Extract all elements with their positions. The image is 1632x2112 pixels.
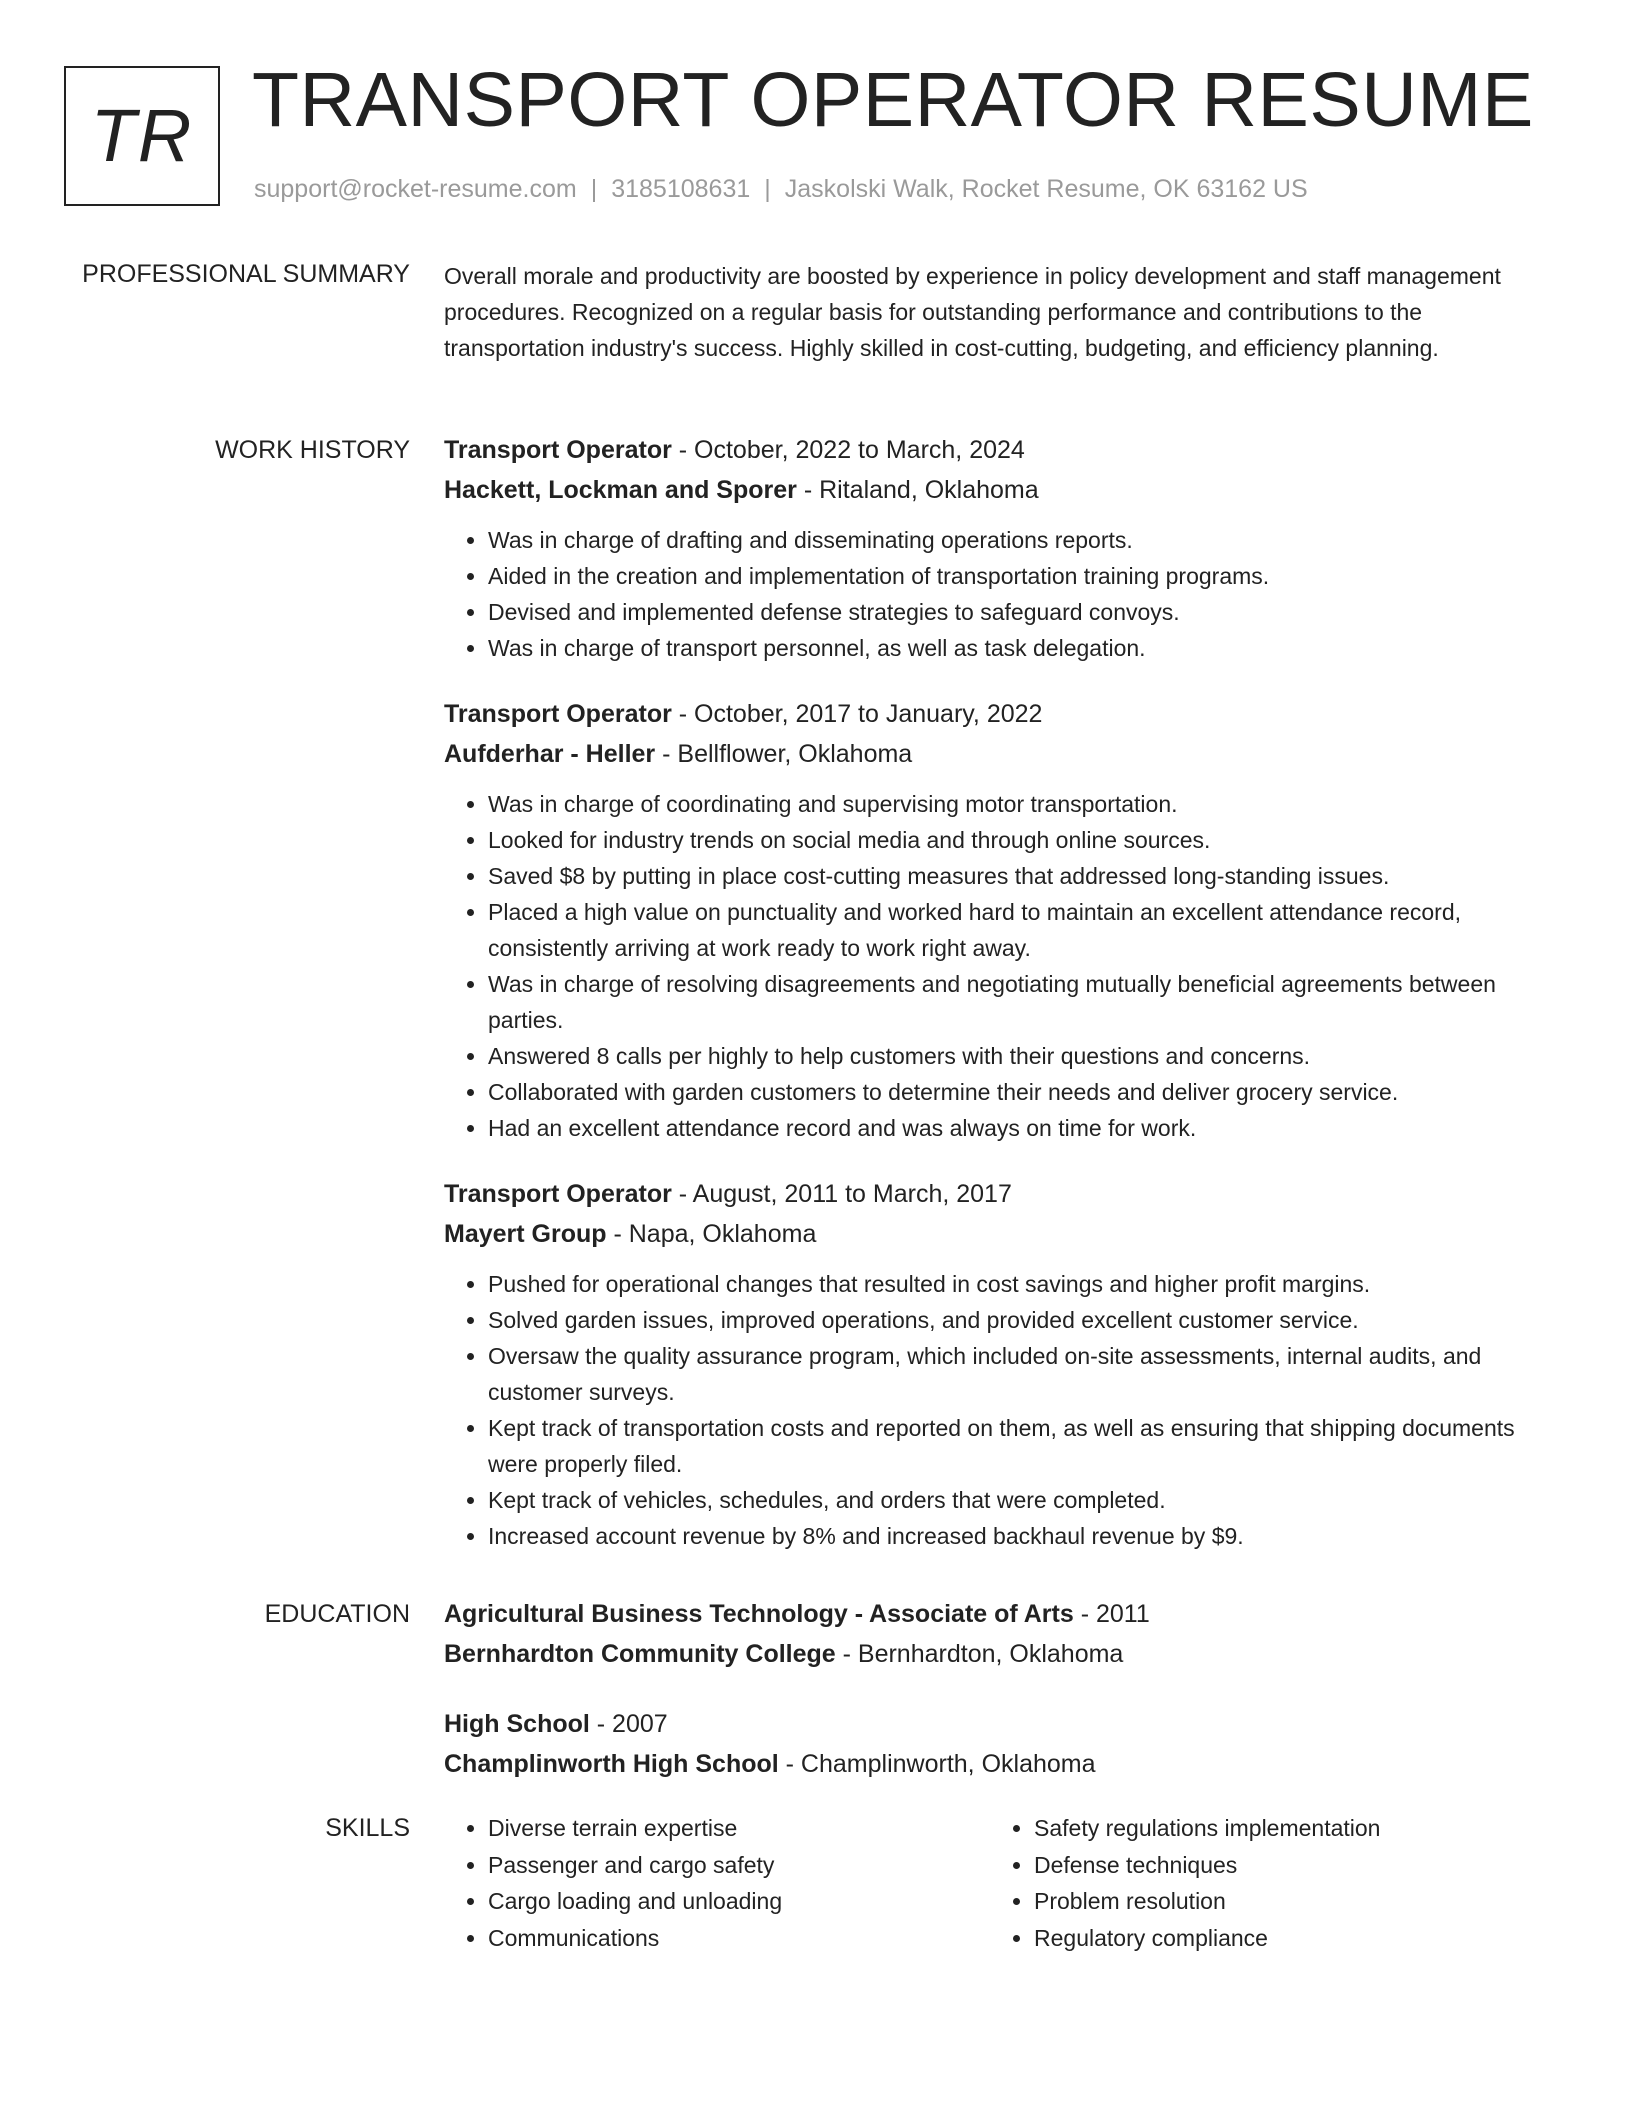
job-title: Transport Operator <box>444 1180 672 1208</box>
job-dates: - October, 2022 to March, 2024 <box>671 436 1025 464</box>
summary-text: Overall morale and productivity are boosted by experience in policy development and staff management procedures. Recognized on a regular basis for outstanding performance and contributions to the transportation industry's success. Highly skilled in cost-cutting, budgeting, and efficiency planning. <box>444 263 1501 361</box>
skill-item: • Communications <box>488 1920 990 1957</box>
list-item: • Saved $8 by putting in place cost-cutting measures that addressed long-standing issues. <box>488 858 1564 894</box>
contact-line <box>254 174 1308 204</box>
list-item: • Aided in the creation and implementation of transportation training programs. <box>488 558 1564 594</box>
skill-item: • Cargo loading and unloading <box>488 1883 990 1920</box>
job-company: Mayert Group <box>444 1220 607 1248</box>
job-location: - Ritaland, Oklahoma <box>796 476 1039 504</box>
education-location: - Champlinworth, Oklahoma <box>778 1750 1096 1778</box>
skill-item: • Regulatory compliance <box>1034 1920 1536 1957</box>
section-label-skills: SKILLS <box>325 1814 410 1842</box>
contact-address: Jaskolski Walk, Rocket Resume, OK 63162 US <box>784 175 1308 203</box>
list-item: • Collaborated with garden customers to determine their needs and deliver grocery service. <box>488 1074 1564 1110</box>
skill-item: • Passenger and cargo safety <box>488 1847 990 1884</box>
job-company: Aufderhar - Heller <box>444 740 656 768</box>
job-location: - Bellflower, Oklahoma <box>655 740 913 768</box>
job-dates: - August, 2011 to March, 2017 <box>671 1180 1012 1208</box>
job-title: Transport Operator <box>444 700 672 728</box>
list-item: • Was in charge of resolving disagreements and negotiating mutually beneficial agreements between parties. <box>488 966 1564 1038</box>
skills-column-left <box>444 1810 990 1956</box>
education-entry <box>444 1594 1564 1674</box>
list-item: • Looked for industry trends on social media and through online sources. <box>488 822 1564 858</box>
skill-item: • Diverse terrain expertise <box>488 1810 990 1847</box>
contact-separator: | <box>764 175 771 203</box>
section-label-summary: PROFESSIONAL SUMMARY <box>82 260 410 288</box>
job-company: Hackett, Lockman and Sporer <box>444 476 797 504</box>
job-entry <box>444 430 1564 666</box>
education-entry <box>444 1704 1564 1784</box>
job-company-line <box>444 1214 1564 1254</box>
skill-item: • Safety regulations implementation <box>1034 1810 1536 1847</box>
education-school-line <box>444 1744 1564 1784</box>
contact-email[interactable]: support@rocket-resume.com <box>254 175 577 203</box>
job-title-line <box>444 1174 1564 1214</box>
job-entry <box>444 694 1564 1146</box>
job-title-line <box>444 430 1564 470</box>
education-school-line <box>444 1634 1564 1674</box>
skill-item: • Problem resolution <box>1034 1883 1536 1920</box>
education-degree-line <box>444 1704 1564 1744</box>
list-item: • Placed a high value on punctuality and worked hard to maintain an excellent attendance record, consistently arriving at work ready to work right away. <box>488 894 1564 966</box>
list-item: • Was in charge of coordinating and supervising motor transportation. <box>488 786 1564 822</box>
job-dates: - October, 2017 to January, 2022 <box>671 700 1043 728</box>
skills-grid <box>444 1810 1564 1956</box>
education-school: Champlinworth High School <box>444 1750 779 1778</box>
education-year: - 2007 <box>589 1710 668 1738</box>
job-company-line <box>444 470 1564 510</box>
job-title: Transport Operator <box>444 436 672 464</box>
section-label-education: EDUCATION <box>264 1600 410 1628</box>
job-title-line <box>444 694 1564 734</box>
list-item: • Answered 8 calls per highly to help customers with their questions and concerns. <box>488 1038 1564 1074</box>
list-item: • Increased account revenue by 8% and increased backhaul revenue by $9. <box>488 1518 1564 1554</box>
list-item: • Pushed for operational changes that resulted in cost savings and higher profit margins. <box>488 1266 1564 1302</box>
monogram-box <box>64 66 220 206</box>
list-item: • Devised and implemented defense strategies to safeguard convoys. <box>488 594 1564 630</box>
list-item: • Was in charge of drafting and disseminating operations reports. <box>488 522 1564 558</box>
education-school: Bernhardton Community College <box>444 1640 836 1668</box>
list-item: • Kept track of transportation costs and reported on them, as well as ensuring that shipping documents were properly filed. <box>488 1410 1564 1482</box>
education-location: - Bernhardton, Oklahoma <box>835 1640 1124 1668</box>
education-year: - 2011 <box>1073 1600 1150 1628</box>
skill-item: • Defense techniques <box>1034 1847 1536 1884</box>
list-item: • Solved garden issues, improved operations, and provided excellent customer service. <box>488 1302 1564 1338</box>
list-item: • Was in charge of transport personnel, as well as task delegation. <box>488 630 1564 666</box>
job-bullets <box>444 522 1564 666</box>
job-entry <box>444 1174 1564 1554</box>
contact-phone[interactable]: 3185108631 <box>611 175 751 203</box>
list-item: • Kept track of vehicles, schedules, and orders that were completed. <box>488 1482 1564 1518</box>
job-bullets <box>444 786 1564 1146</box>
job-bullets <box>444 1266 1564 1554</box>
education-degree: Agricultural Business Technology - Associate of Arts <box>444 1600 1074 1628</box>
list-item: • Had an excellent attendance record and was always on time for work. <box>488 1110 1564 1146</box>
list-item: • Oversaw the quality assurance program, which included on-site assessments, internal audits, and customer surveys. <box>488 1338 1564 1410</box>
monogram-initials: TR <box>90 94 194 177</box>
education-degree: High School <box>444 1710 590 1738</box>
resume-title: TRANSPORT OPERATOR RESUME <box>252 57 1534 143</box>
contact-separator: | <box>590 175 598 203</box>
skills-column-right <box>990 1810 1536 1956</box>
section-label-work: WORK HISTORY <box>215 436 410 464</box>
job-location: - Napa, Oklahoma <box>606 1220 817 1248</box>
job-company-line <box>444 734 1564 774</box>
education-degree-line <box>444 1594 1564 1634</box>
